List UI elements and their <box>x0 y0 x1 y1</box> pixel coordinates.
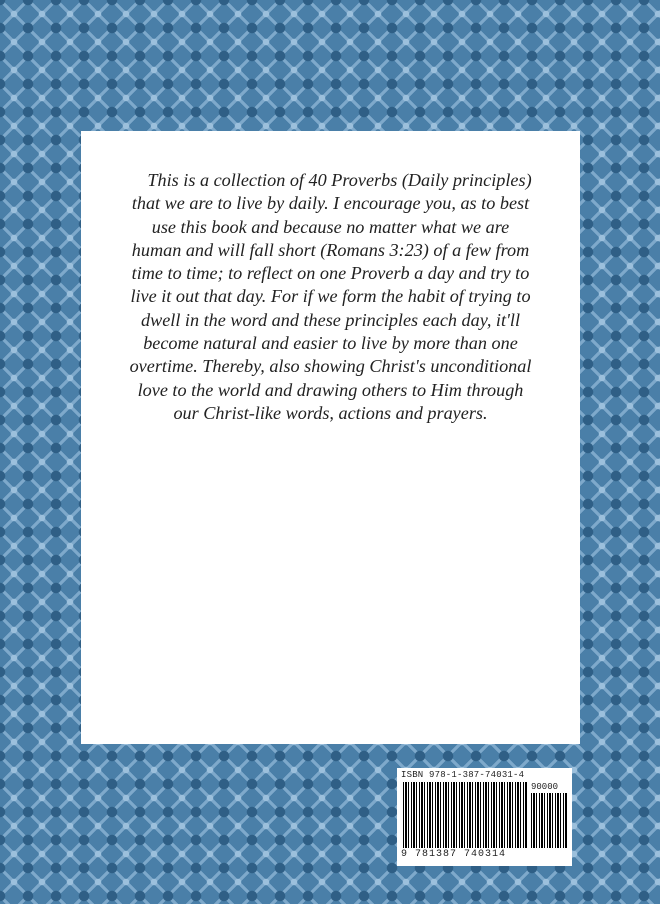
blurb-line: that we are to live by daily. I encourage you, as to best <box>131 193 530 214</box>
blurb-line: our Christ-like words, actions and prayers. <box>173 402 488 423</box>
blurb-line: live it out that day. For if we form the habit of trying to <box>130 286 531 307</box>
barcode-bars <box>403 782 527 848</box>
isbn-barcode <box>397 768 572 866</box>
blurb-line: This is a collection of 40 Proverbs (Daily principles) <box>147 170 532 190</box>
blurb-line: human and will fall short (Romans 3:23) of a few from <box>131 239 530 260</box>
isbn-label: ISBN 978-1-387-74031-4 <box>401 770 525 780</box>
back-cover-blurb <box>107 169 554 425</box>
ean-digits: 9 781387 740314 <box>401 849 529 860</box>
blurb-line: become natural and easier to live by more than one <box>143 333 518 354</box>
text-panel <box>81 131 580 744</box>
blurb-line: dwell in the word and these principles each day, it'll <box>140 309 521 330</box>
addon-barcode-bars <box>531 793 567 848</box>
blurb-line: love to the world and drawing others to Him through <box>137 379 524 400</box>
blurb-line: use this book and because no matter what we are <box>151 216 510 237</box>
price-code: 90000 <box>531 782 559 792</box>
blurb-line: time to time; to reflect on one Proverb a day and try to <box>131 263 530 284</box>
blurb-line: overtime. Thereby, also showing Christ's unconditional <box>129 356 532 377</box>
